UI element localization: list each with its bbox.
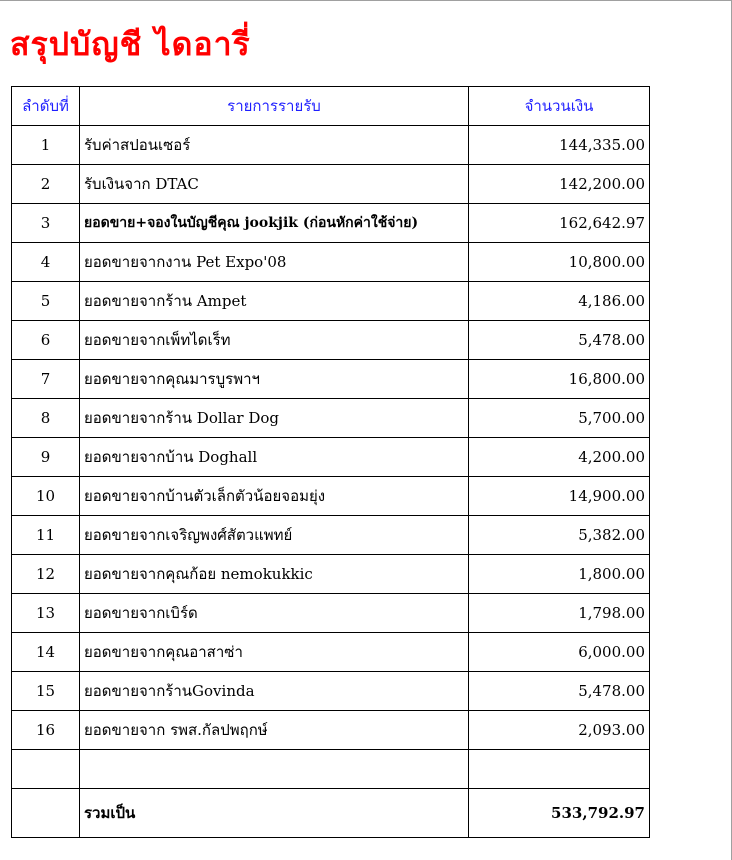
row-description: ยอดขายจากคุณก้อย nemokukkic — [80, 555, 469, 594]
table-row — [12, 243, 650, 282]
total-no-cell — [12, 789, 80, 838]
table-row — [12, 711, 650, 750]
row-description: ยอดขายจากเพ็ทไดเร็ท — [80, 321, 469, 360]
row-description: ยอดขายจากเจริญพงศ์สัตวแพทย์ — [80, 516, 469, 555]
row-amount: 6,000.00 — [469, 633, 650, 672]
table-row — [12, 633, 650, 672]
table-row — [12, 438, 650, 477]
table-row — [12, 204, 650, 243]
table-row — [12, 672, 650, 711]
table-row — [12, 321, 650, 360]
row-no: 6 — [12, 321, 80, 360]
row-description: ยอดขายจากร้าน Ampet — [80, 282, 469, 321]
row-amount: 162,642.97 — [469, 204, 650, 243]
row-no: 9 — [12, 438, 80, 477]
empty-row — [12, 750, 650, 789]
row-no: 4 — [12, 243, 80, 282]
header-description: รายการรายรับ — [80, 87, 469, 126]
income-summary-table — [11, 86, 650, 838]
table-row — [12, 477, 650, 516]
row-description: ยอดขายจากบ้าน Doghall — [80, 438, 469, 477]
row-no: 14 — [12, 633, 80, 672]
row-amount: 142,200.00 — [469, 165, 650, 204]
table-row — [12, 126, 650, 165]
row-amount: 4,186.00 — [469, 282, 650, 321]
row-description: ยอดขายจากร้าน Dollar Dog — [80, 399, 469, 438]
row-description: ยอดขายจากบ้านตัวเล็กตัวน้อยจอมยุ่ง — [80, 477, 469, 516]
table-row — [12, 282, 650, 321]
table-row — [12, 165, 650, 204]
total-amount: 533,792.97 — [469, 789, 650, 838]
row-no: 15 — [12, 672, 80, 711]
row-amount: 5,478.00 — [469, 321, 650, 360]
row-amount: 4,200.00 — [469, 438, 650, 477]
row-no: 8 — [12, 399, 80, 438]
row-no: 12 — [12, 555, 80, 594]
row-no: 7 — [12, 360, 80, 399]
row-amount: 2,093.00 — [469, 711, 650, 750]
row-description: รับเงินจาก DTAC — [80, 165, 469, 204]
page-title: สรุปบัญชี ไดอารี่ — [10, 25, 251, 63]
row-amount: 10,800.00 — [469, 243, 650, 282]
row-description: ยอดขาย+จองในบัญชีคุณ jookjik (ก่อนหักค่าใช้จ่าย) — [80, 204, 469, 243]
row-no: 13 — [12, 594, 80, 633]
table-row — [12, 360, 650, 399]
header-amount: จำนวนเงิน — [469, 87, 650, 126]
empty-cell — [469, 750, 650, 789]
row-description: ยอดขายจากคุณอาสาซ่า — [80, 633, 469, 672]
row-amount: 5,478.00 — [469, 672, 650, 711]
row-amount: 1,800.00 — [469, 555, 650, 594]
table-header-row — [12, 87, 650, 126]
table-row — [12, 516, 650, 555]
row-no: 10 — [12, 477, 80, 516]
row-description: ยอดขายจาก รพส.กัลปพฤกษ์ — [80, 711, 469, 750]
row-description: ยอดขายจากเบิร์ด — [80, 594, 469, 633]
empty-cell — [12, 750, 80, 789]
row-description: ยอดขายจากคุณมารบูรพาฯ — [80, 360, 469, 399]
row-amount: 1,798.00 — [469, 594, 650, 633]
row-description: ยอดขายจากงาน Pet Expo'08 — [80, 243, 469, 282]
row-amount: 5,700.00 — [469, 399, 650, 438]
header-no: ลำดับที่ — [12, 87, 80, 126]
total-label: รวมเป็น — [80, 789, 469, 838]
row-amount: 14,900.00 — [469, 477, 650, 516]
row-no: 3 — [12, 204, 80, 243]
empty-cell — [80, 750, 469, 789]
row-no: 11 — [12, 516, 80, 555]
row-no: 2 — [12, 165, 80, 204]
row-amount: 5,382.00 — [469, 516, 650, 555]
row-description: รับค่าสปอนเซอร์ — [80, 126, 469, 165]
table-row — [12, 555, 650, 594]
row-no: 16 — [12, 711, 80, 750]
table-row — [12, 399, 650, 438]
row-amount: 144,335.00 — [469, 126, 650, 165]
table-row — [12, 594, 650, 633]
row-description: ยอดขายจากร้านGovinda — [80, 672, 469, 711]
table-body — [12, 126, 650, 838]
row-amount: 16,800.00 — [469, 360, 650, 399]
row-no: 1 — [12, 126, 80, 165]
row-no: 5 — [12, 282, 80, 321]
total-row — [12, 789, 650, 838]
